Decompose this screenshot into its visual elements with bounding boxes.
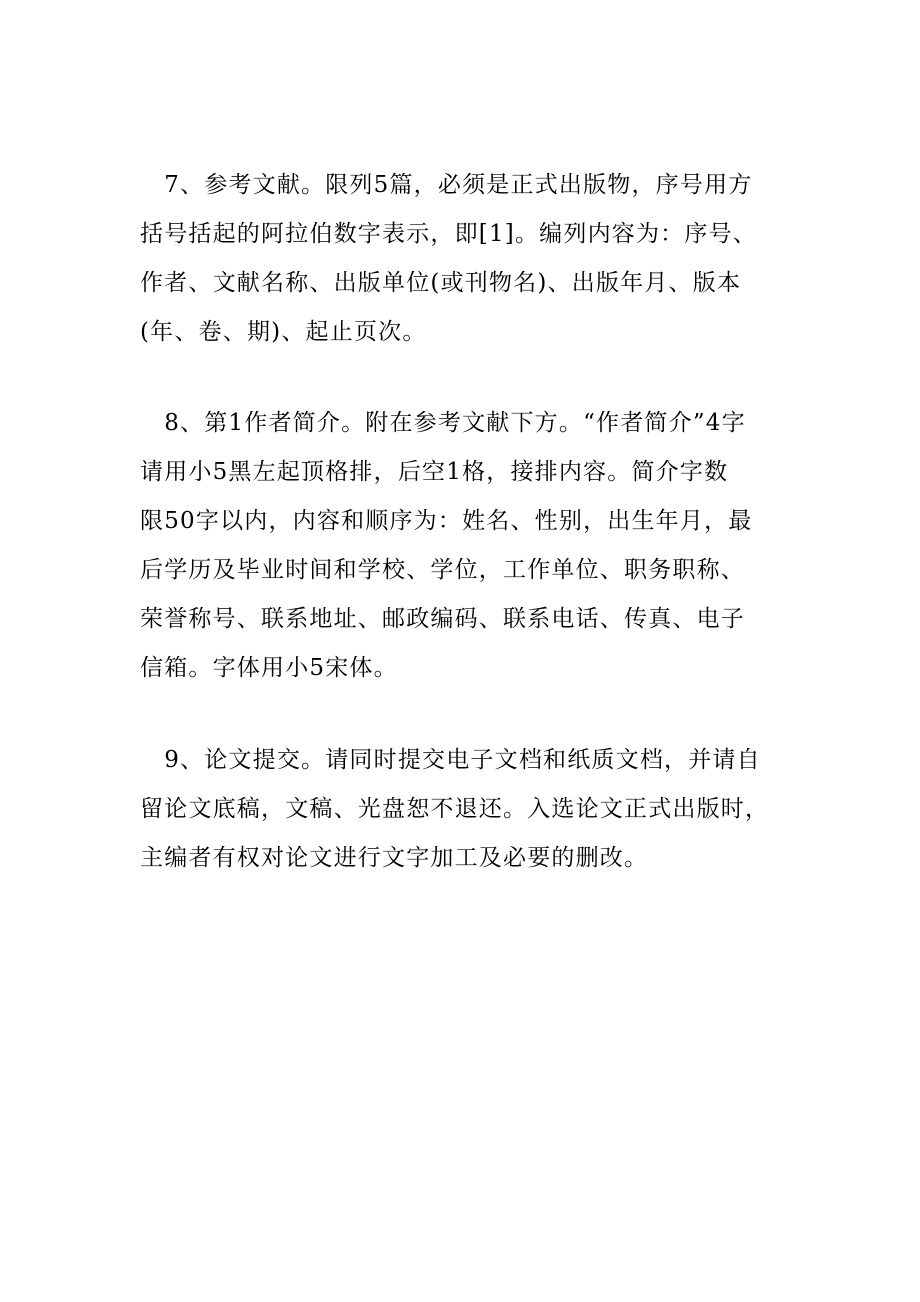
- paragraph-line: 作者、文献名称、出版单位(或刊物名)、出版年月、版本: [140, 270, 742, 296]
- paragraph-line: 请用小5黑左起顶格排，后空1格，接排内容。简介字数: [140, 459, 729, 485]
- paragraph-line: 后学历及毕业时间和学校、学位，工作单位、职务职称、: [140, 557, 745, 583]
- paragraph-line: 9、论文提交。请同时提交电子文档和纸质文档，并请自: [140, 747, 761, 773]
- paragraph-line: 主编者有权对论文进行文字加工及必要的删改。: [140, 845, 649, 871]
- paragraph-line: 信箱。字体用小5宋体。: [140, 655, 398, 681]
- paragraph-submission: [140, 736, 780, 883]
- paragraph-line: 留论文底稿，文稿、光盘恕不退还。入选论文正式出版时，: [140, 796, 770, 822]
- paragraph-line: 8、第1作者简介。附在参考文献下方。“作者简介”4字: [140, 410, 746, 436]
- paragraph-author-bio: [140, 399, 780, 693]
- paragraph-line: 7、参考文献。限列5篇，必须是正式出版物，序号用方: [140, 172, 753, 198]
- paragraph-line: (年、卷、期)、起止页次。: [140, 319, 427, 345]
- paragraph-line: 限50字以内，内容和顺序为：姓名、性别，出生年月，最: [140, 508, 753, 534]
- paragraph-line: 括号括起的阿拉伯数字表示，即[1]。编列内容为：序号、: [140, 221, 757, 247]
- paragraph-line: 荣誉称号、联系地址、邮政编码、联系电话、传真、电子: [140, 606, 745, 632]
- paragraph-references: [140, 161, 780, 357]
